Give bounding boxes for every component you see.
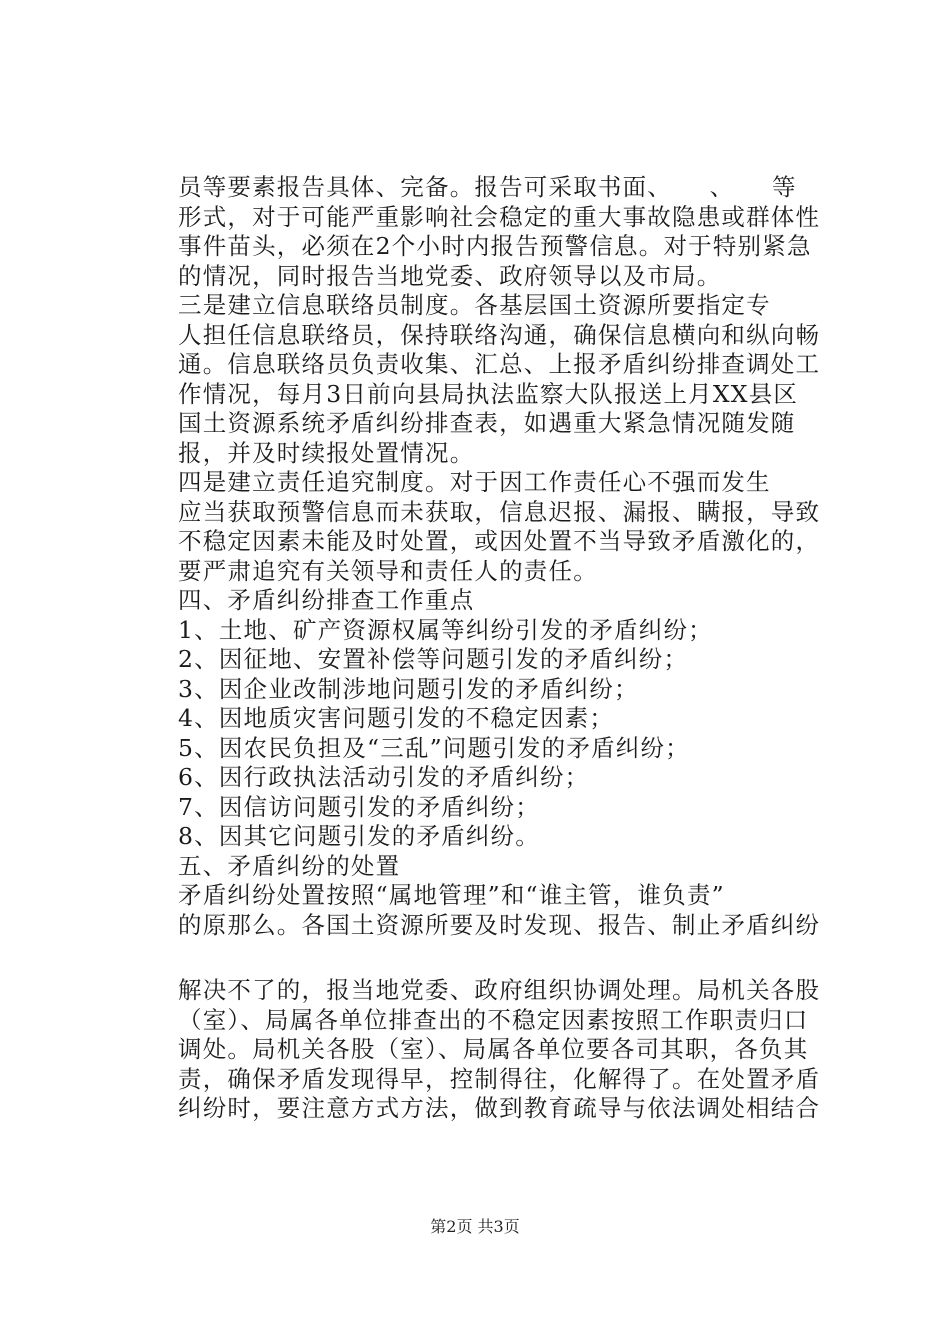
- text-line: 五、矛盾纠纷的处置: [178, 851, 401, 880]
- text-line: 5、因农民负担及“三乱”问题引发的矛盾纠纷；: [178, 733, 690, 762]
- text-line: 调处。局机关各股（室）、局属各单位要各司其职，各负其: [178, 1035, 809, 1063]
- document-body: [178, 173, 858, 1124]
- text-block-1: [178, 173, 858, 940]
- text-line: 3、因企业改制涉地问题引发的矛盾纠纷；: [178, 674, 639, 703]
- text-line: 2、因征地、安置补偿等问题引发的矛盾纠纷；: [178, 645, 689, 673]
- text-line: 国土资源系统矛盾纠纷排查表，如遇重大紧急情况随发随: [178, 409, 796, 437]
- text-line: 应当获取预警信息而未获取，信息迟报、漏报、瞒报，导致: [178, 497, 821, 526]
- paragraph-gap: [178, 940, 858, 976]
- text-line: 纠纷时，要注意方式方法，做到教育疏导与依法调处相结合: [178, 1094, 821, 1122]
- text-line: 4、因地质灾害问题引发的不稳定因素；: [178, 704, 615, 732]
- text-block-2: [178, 976, 858, 1124]
- text-line: 四是建立责任追究制度。对于因工作责任心不强而发生: [178, 468, 771, 496]
- text-line: 通。信息联络员负责收集、汇总、上报矛盾纠纷排查调处工: [178, 350, 821, 378]
- text-line: 四、矛盾纠纷排查工作重点: [178, 586, 475, 614]
- text-line: 作情况，每月3日前向县局执法监察大队报送上月XX县区: [178, 379, 799, 408]
- text-line: 形式，对于可能严重影响社会稳定的重大事故隐患或群体性: [178, 202, 821, 231]
- text-line: （室）、局属各单位排查出的不稳定因素按照工作职责归口: [178, 1005, 809, 1034]
- text-line: 6、因行政执法活动引发的矛盾纠纷；: [178, 763, 590, 791]
- text-line: 事件苗头，必须在2个小时内报告预警信息。对于特别紧急: [178, 232, 812, 260]
- text-line: 1、土地、矿产资源权属等纠纷引发的矛盾纠纷；: [178, 615, 713, 644]
- text-line: 人担任信息联络员，保持联络沟通，确保信息横向和纵向畅: [178, 320, 821, 349]
- text-line: 矛盾纠纷处置按照“属地管理”和“谁主管，谁负责”: [178, 881, 725, 909]
- text-line: 8、因其它问题引发的矛盾纠纷。: [178, 822, 540, 850]
- text-line: 解决不了的，报当地党委、政府组织协调处理。局机关各股: [178, 976, 821, 1004]
- text-line: 不稳定因素未能及时处置，或因处置不当导致矛盾激化的，: [178, 527, 821, 555]
- text-line: 报，并及时续报处置情况。: [178, 438, 475, 467]
- text-line: 员等要素报告具体、完备。报告可采取书面、 、 等: [178, 173, 797, 201]
- text-line: 7、因信访问题引发的矛盾纠纷；: [178, 792, 540, 821]
- text-line: 的情况，同时报告当地党委、政府领导以及市局。: [178, 261, 722, 290]
- page-footer: 第2页 共3页: [430, 1217, 520, 1236]
- text-line: 要严肃追究有关领导和责任人的责任。: [178, 556, 598, 585]
- text-line: 责，确保矛盾发现得早，控制得往，化解得了。在处置矛盾: [178, 1064, 821, 1093]
- text-line: 的原那么。各国土资源所要及时发现、报告、制止矛盾纠纷: [178, 910, 821, 939]
- text-line: 三是建立信息联络员制度。各基层国土资源所要指定专: [178, 291, 771, 319]
